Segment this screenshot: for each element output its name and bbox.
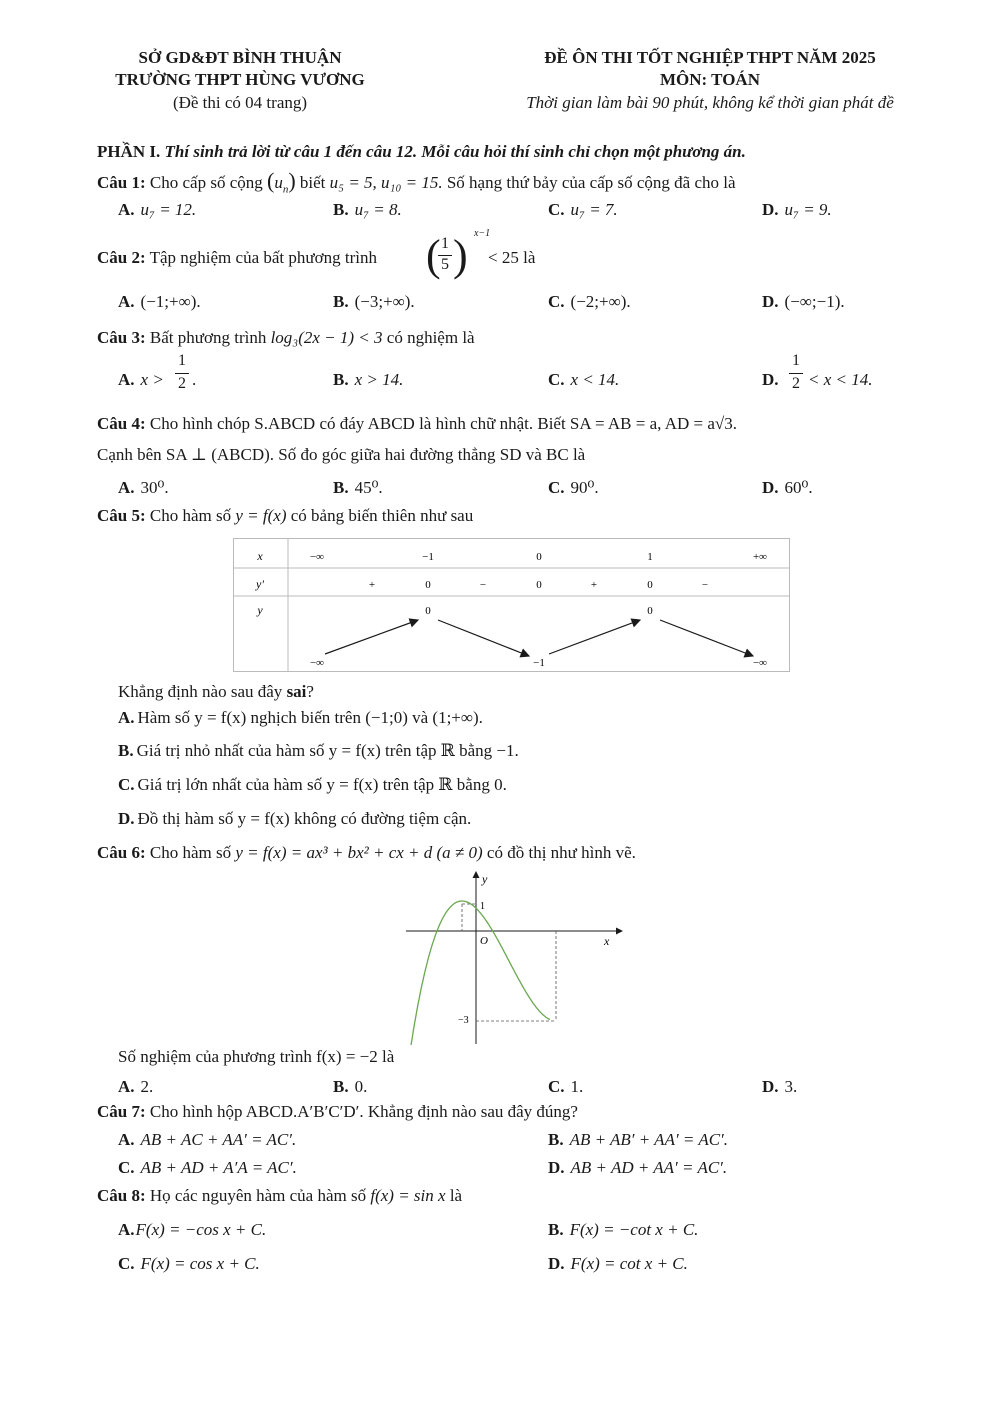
- sign: −: [701, 579, 709, 591]
- y-values: [310, 605, 767, 669]
- question-number: Câu 6:: [97, 843, 146, 862]
- question-4-stem: [97, 414, 737, 434]
- option-b[interactable]: B. u₇ = 8.: [333, 200, 402, 219]
- question-5-prompt: Khẳng định nào sau đây sai?: [118, 682, 314, 701]
- row-label-y: y: [257, 603, 263, 617]
- option-d[interactable]: D. 3.: [762, 1077, 798, 1096]
- option-a[interactable]: A.F(x) = −cos x + C.: [118, 1220, 267, 1239]
- option-a-text: 30⁰.: [140, 478, 169, 497]
- option-a[interactable]: A. 30⁰.: [118, 478, 169, 497]
- paren-open: (: [267, 168, 275, 193]
- option-a-text: AB + AC + AA′ = AC′.: [140, 1130, 297, 1149]
- question-number: Câu 8:: [97, 1186, 146, 1205]
- option-d-text: 3.: [784, 1077, 798, 1096]
- part-instruction: Thí sinh trả lời từ câu 1 đến câu 12. Mỗi câu hỏi thí sinh chỉ chọn một phương án.: [164, 142, 746, 161]
- paren-close: ): [288, 168, 296, 193]
- option-d-text: 60⁰.: [784, 478, 813, 497]
- x-value: 0: [536, 551, 542, 563]
- option-b[interactable]: B. AB + AB′ + AA′ = AC′.: [548, 1130, 729, 1149]
- option-d-text: (−∞;−1).: [784, 292, 845, 311]
- question-8-stem: [97, 1186, 462, 1206]
- option-a[interactable]: A. Hàm số y = f(x) nghịch biến trên (−1;0) và (1;+∞).: [118, 708, 483, 727]
- option-a[interactable]: A. (−1;+∞).: [118, 292, 201, 311]
- option-c-text: AB + AD + A′A = AC′.: [140, 1158, 297, 1177]
- row-label-yprime: y': [256, 577, 264, 591]
- option-a[interactable]: A. x >: [118, 370, 164, 389]
- sign: −: [479, 579, 487, 591]
- stem-text: Số hạng thứ bảy của cấp số cộng đã cho là: [446, 173, 736, 192]
- expression: log₃(2x − 1) < 3: [270, 328, 383, 347]
- option-a-text: u₇ = 12.: [140, 200, 197, 219]
- function: y = f(x): [235, 506, 287, 525]
- derivative-signs: [369, 579, 708, 591]
- arrow-up: [549, 620, 640, 654]
- fraction-base: ( 1 5 ): [426, 231, 468, 280]
- stem-text: Bất phương trình: [149, 328, 267, 347]
- question-number: Câu 7:: [97, 1102, 146, 1121]
- option-b[interactable]: B. x > 14.: [333, 370, 404, 389]
- x-value: −∞: [309, 551, 325, 563]
- sign: 0: [647, 579, 653, 591]
- option-b[interactable]: B. Giá trị nhỏ nhất của hàm số y = f(x) trên tập ℝ bằng −1.: [118, 741, 519, 760]
- function: f(x) = sin x: [370, 1186, 446, 1205]
- stem-text: có nghiệm là: [386, 328, 475, 347]
- y-value-bottom: −∞: [309, 657, 325, 669]
- question-6-stem: [97, 843, 636, 863]
- option-d[interactable]: D. AB + AD + AA′ = AC′.: [548, 1158, 728, 1177]
- option-d-text: u₇ = 9.: [784, 200, 832, 219]
- x-axis-label: x: [604, 934, 610, 948]
- option-c-text: F(x) = cos x + C.: [140, 1254, 260, 1273]
- question-number: Câu 1:: [97, 173, 146, 192]
- variation-arrows: [325, 620, 753, 656]
- emphasis-false: sai: [286, 682, 307, 701]
- option-a[interactable]: A. 2.: [118, 1077, 154, 1096]
- option-a-fraction: 1 2: [175, 352, 191, 402]
- option-a[interactable]: A. u₇ = 12.: [118, 200, 197, 219]
- school-name: TRƯỜNG THPT HÙNG VƯƠNG: [115, 70, 365, 89]
- tick-label-minus3: −3: [458, 1015, 469, 1026]
- origin-label: O: [480, 935, 488, 947]
- question-5-stem: [97, 506, 473, 526]
- stem-text: là: [449, 1186, 463, 1205]
- option-d[interactable]: D. u₇ = 9.: [762, 200, 832, 219]
- option-a-text: F(x) = −cos x + C.: [135, 1220, 267, 1239]
- option-b-text: 45⁰.: [354, 478, 383, 497]
- y-value-bottom: −1: [533, 657, 545, 669]
- option-b-text: u₇ = 8.: [354, 200, 402, 219]
- y-value-top: 0: [647, 605, 653, 617]
- stem-text: có bảng biến thiên như sau: [290, 506, 474, 525]
- stem-text: có đồ thị như hình vẽ.: [486, 843, 636, 862]
- option-b-text: (−3;+∞).: [354, 292, 415, 311]
- option-c[interactable]: C. u₇ = 7.: [548, 200, 618, 219]
- y-value-top: 0: [425, 605, 431, 617]
- option-b-text: Giá trị nhỏ nhất của hàm số y = f(x) trên tập ℝ bằng −1.: [136, 741, 519, 760]
- variation-table: [233, 538, 790, 672]
- option-c-text: (−2;+∞).: [570, 292, 631, 311]
- stem-text: biết: [299, 173, 326, 192]
- option-b-text: 0.: [354, 1077, 368, 1096]
- option-d[interactable]: D.: [762, 370, 779, 389]
- x-value: 1: [647, 551, 653, 563]
- option-c[interactable]: C. x < 14.: [548, 370, 620, 389]
- option-b[interactable]: B. 45⁰.: [333, 478, 383, 497]
- part-label: PHẦN I.: [97, 142, 161, 161]
- stem-text: Cho hàm số: [149, 843, 232, 862]
- stem-text: Cho hình hộp ABCD.A′B′C′D′. Khẳng định nào sau đây đúng?: [149, 1102, 578, 1121]
- option-b[interactable]: B. 0.: [333, 1077, 368, 1096]
- option-d-text: F(x) = cot x + C.: [570, 1254, 688, 1273]
- sign: +: [590, 579, 598, 591]
- question-1-stem: [97, 168, 736, 195]
- y-value-bottom: −∞: [752, 657, 768, 669]
- option-c[interactable]: C. F(x) = cos x + C.: [118, 1254, 260, 1273]
- option-d-text: < x < 14.: [808, 370, 873, 389]
- stem-text: Cho hình chóp S.ABCD có đáy ABCD là hình chữ nhật. Biết SA = AB = a, AD = a√3.: [149, 414, 737, 433]
- option-d-text: Đồ thị hàm số y = f(x) không có đường tiệm cận.: [137, 809, 472, 828]
- option-c-text: x < 14.: [570, 370, 620, 389]
- option-a-text: (−1;+∞).: [140, 292, 201, 311]
- fraction-numerator: 1: [441, 235, 449, 252]
- y-axis-label: y: [482, 872, 488, 886]
- exam-title: ĐỀ ÔN THI TỐT NGHIỆP THPT NĂM 2025: [544, 48, 876, 67]
- question-number: Câu 2:: [97, 248, 146, 267]
- option-c[interactable]: C. 1.: [548, 1077, 584, 1096]
- arrow-down: [438, 620, 529, 656]
- subject: MÔN: TOÁN: [660, 70, 760, 89]
- question-6-prompt: Số nghiệm của phương trình f(x) = −2 là: [118, 1047, 395, 1066]
- option-a-text: 2.: [140, 1077, 154, 1096]
- stem-text: Cho cấp số cộng: [149, 173, 263, 192]
- option-d[interactable]: D. 60⁰.: [762, 478, 813, 497]
- question-2-stem-left: [97, 248, 377, 268]
- x-value: +∞: [752, 551, 768, 563]
- x-values: [310, 551, 767, 563]
- sequence-subscript: n: [282, 183, 289, 196]
- sign: +: [368, 579, 376, 591]
- cubic-curve: [411, 901, 550, 1045]
- tick-label-1: 1: [480, 901, 485, 912]
- stem-text: Tập nghiệm của bất phương trình: [149, 248, 377, 267]
- option-a[interactable]: A. AB + AC + AA′ = AC′.: [118, 1130, 297, 1149]
- option-c[interactable]: C. 90⁰.: [548, 478, 599, 497]
- cubic-graph: [400, 866, 630, 1046]
- question-number: Câu 4:: [97, 414, 146, 433]
- option-a-text: Hàm số y = f(x) nghịch biến trên (−1;0) và (1;+∞).: [137, 708, 483, 727]
- option-b-text: AB + AB′ + AA′ = AC′.: [569, 1130, 729, 1149]
- option-c[interactable]: C. AB + AD + A′A = AC′.: [118, 1158, 297, 1177]
- question-number: Câu 5:: [97, 506, 146, 525]
- stem-text: Họ các nguyên hàm của hàm số: [149, 1186, 367, 1205]
- function: y = f(x) = ax³ + bx² + cx + d (a ≠ 0): [235, 843, 483, 862]
- row-label-x: x: [257, 549, 263, 563]
- condition: u₅ = 5, u₁₀ = 15.: [329, 173, 443, 192]
- option-c-text: u₇ = 7.: [570, 200, 618, 219]
- arrow-down: [660, 620, 753, 656]
- question-3-stem: [97, 328, 475, 348]
- question-7-stem: [97, 1102, 578, 1122]
- option-b-text: x > 14.: [354, 370, 404, 389]
- option-c-text: Giá trị lớn nhất của hàm số y = f(x) trên tập ℝ bằng 0.: [137, 775, 507, 794]
- option-d[interactable]: D. F(x) = cot x + C.: [548, 1254, 688, 1273]
- sign: 0: [536, 579, 542, 591]
- option-a-period: .: [192, 370, 197, 389]
- option-b-text: F(x) = −cot x + C.: [569, 1220, 699, 1239]
- part-heading: [97, 142, 746, 162]
- inequality-rhs: < 25 là: [488, 248, 536, 267]
- option-d[interactable]: D. Đồ thị hàm số y = f(x) không có đường tiệm cận.: [118, 809, 472, 828]
- option-c-text: 90⁰.: [570, 478, 599, 497]
- exponent: x−1: [474, 228, 491, 239]
- stem-text: Cạnh bên SA ⊥ (ABCD). Số đo góc giữa hai đường thẳng SD và BC là: [97, 445, 586, 464]
- option-c-text: 1.: [570, 1077, 584, 1096]
- option-a-text: x >: [140, 370, 164, 389]
- option-c[interactable]: C. Giá trị lớn nhất của hàm số y = f(x) trên tập ℝ bằng 0.: [118, 775, 507, 794]
- stem-text: Cho hàm số: [149, 506, 232, 525]
- arrow-up: [325, 620, 418, 654]
- option-d[interactable]: D. (−∞;−1).: [762, 292, 845, 311]
- option-d-fraction: 1 2: [789, 352, 805, 402]
- page-count-note: (Đề thi có 04 trang): [172, 93, 308, 112]
- option-b[interactable]: B. (−3;+∞).: [333, 292, 415, 311]
- school-department: SỞ GD&ĐT BÌNH THUẬN: [138, 48, 342, 67]
- option-b[interactable]: B. F(x) = −cot x + C.: [548, 1220, 699, 1239]
- fraction-denominator: 5: [441, 256, 449, 273]
- option-d-text: AB + AD + AA′ = AC′.: [570, 1158, 728, 1177]
- option-c[interactable]: C. (−2;+∞).: [548, 292, 631, 311]
- sequence-name: u: [274, 173, 283, 192]
- question-4-stem-2: [97, 445, 585, 465]
- x-value: −1: [422, 551, 434, 563]
- sign: 0: [425, 579, 431, 591]
- time-note: Thời gian làm bài 90 phút, không kể thời gian phát đề: [526, 93, 894, 112]
- question-number: Câu 3:: [97, 328, 146, 347]
